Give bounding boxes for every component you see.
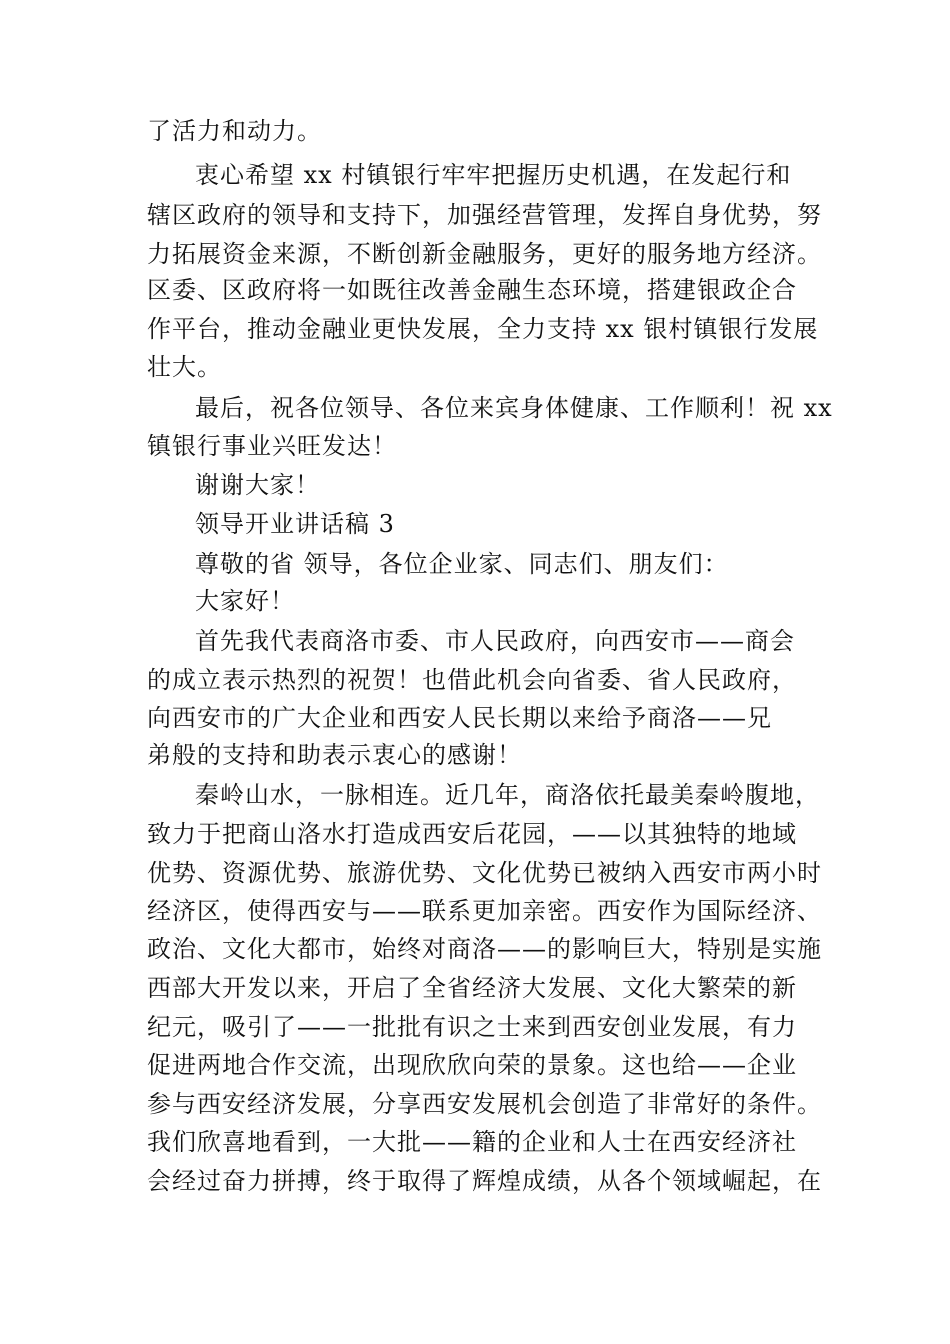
text-line: 的成立表示热烈的祝贺！也借此机会向省委、省人民政府， bbox=[147, 666, 797, 694]
paragraph-start-line: 最后，祝各位领导、各位来宾身体健康、工作顺利！祝 xx bbox=[195, 394, 833, 422]
paragraph-start-line: 首先我代表商洛市委、市人民政府，向西安市——商会 bbox=[195, 627, 795, 655]
text-line: 经济区，使得西安与——联系更加亲密。西安作为国际经济、 bbox=[147, 897, 822, 925]
text-line: 镇银行事业兴旺发达！ bbox=[147, 432, 397, 460]
text-line: 政治、文化大都市，始终对商洛——的影响巨大，特别是实施 bbox=[147, 935, 822, 963]
text-line: 会经过奋力拼搏，终于取得了辉煌成绩，从各个领域崛起，在 bbox=[147, 1167, 822, 1195]
greeting-line: 大家好！ bbox=[195, 587, 295, 615]
paragraph-start-line: 秦岭山水，一脉相连。近几年，商洛依托最美秦岭腹地， bbox=[195, 781, 820, 809]
text-line: 壮大。 bbox=[147, 353, 222, 381]
text-line: 我们欣喜地看到，一大批——籍的企业和人士在西安经济社 bbox=[147, 1128, 797, 1156]
text-line: 西部大开发以来，开启了全省经济大发展、文化大繁荣的新 bbox=[147, 974, 797, 1002]
text-line: 纪元，吸引了——一批批有识之士来到西安创业发展，有力 bbox=[147, 1013, 797, 1041]
closing-line: 谢谢大家！ bbox=[195, 471, 320, 499]
text-line: 了活力和动力。 bbox=[147, 117, 322, 145]
text-line: 力拓展资金来源，不断创新金融服务，更好的服务地方经济。 bbox=[147, 240, 822, 268]
text-line: 优势、资源优势、旅游优势、文化优势已被纳入西安市两小时 bbox=[147, 859, 822, 887]
text-line: 参与西安经济发展，分享西安发展机会创造了非常好的条件。 bbox=[147, 1090, 822, 1118]
salutation-line: 尊敬的省 领导，各位企业家、同志们、朋友们： bbox=[195, 550, 729, 578]
text-line: 弟般的支持和助表示衷心的感谢！ bbox=[147, 741, 522, 769]
text-line: 促进两地合作交流，出现欣欣向荣的景象。这也给——企业 bbox=[147, 1051, 797, 1079]
text-line: 致力于把商山洛水打造成西安后花园，——以其独特的地域 bbox=[147, 820, 797, 848]
text-line: 向西安市的广大企业和西安人民长期以来给予商洛——兄 bbox=[147, 704, 772, 732]
text-line: 区委、区政府将一如既往改善金融生态环境，搭建银政企合 bbox=[147, 276, 797, 304]
text-line: 作平台，推动金融业更快发展，全力支持 xx 银村镇银行发展 bbox=[147, 315, 819, 343]
text-line: 辖区政府的领导和支持下，加强经营管理，发挥自身优势，努 bbox=[147, 201, 822, 229]
paragraph-start-line: 衷心希望 xx 村镇银行牢牢把握历史机遇，在发起行和 bbox=[195, 161, 792, 189]
section-title: 领导开业讲话稿 3 bbox=[195, 510, 395, 538]
